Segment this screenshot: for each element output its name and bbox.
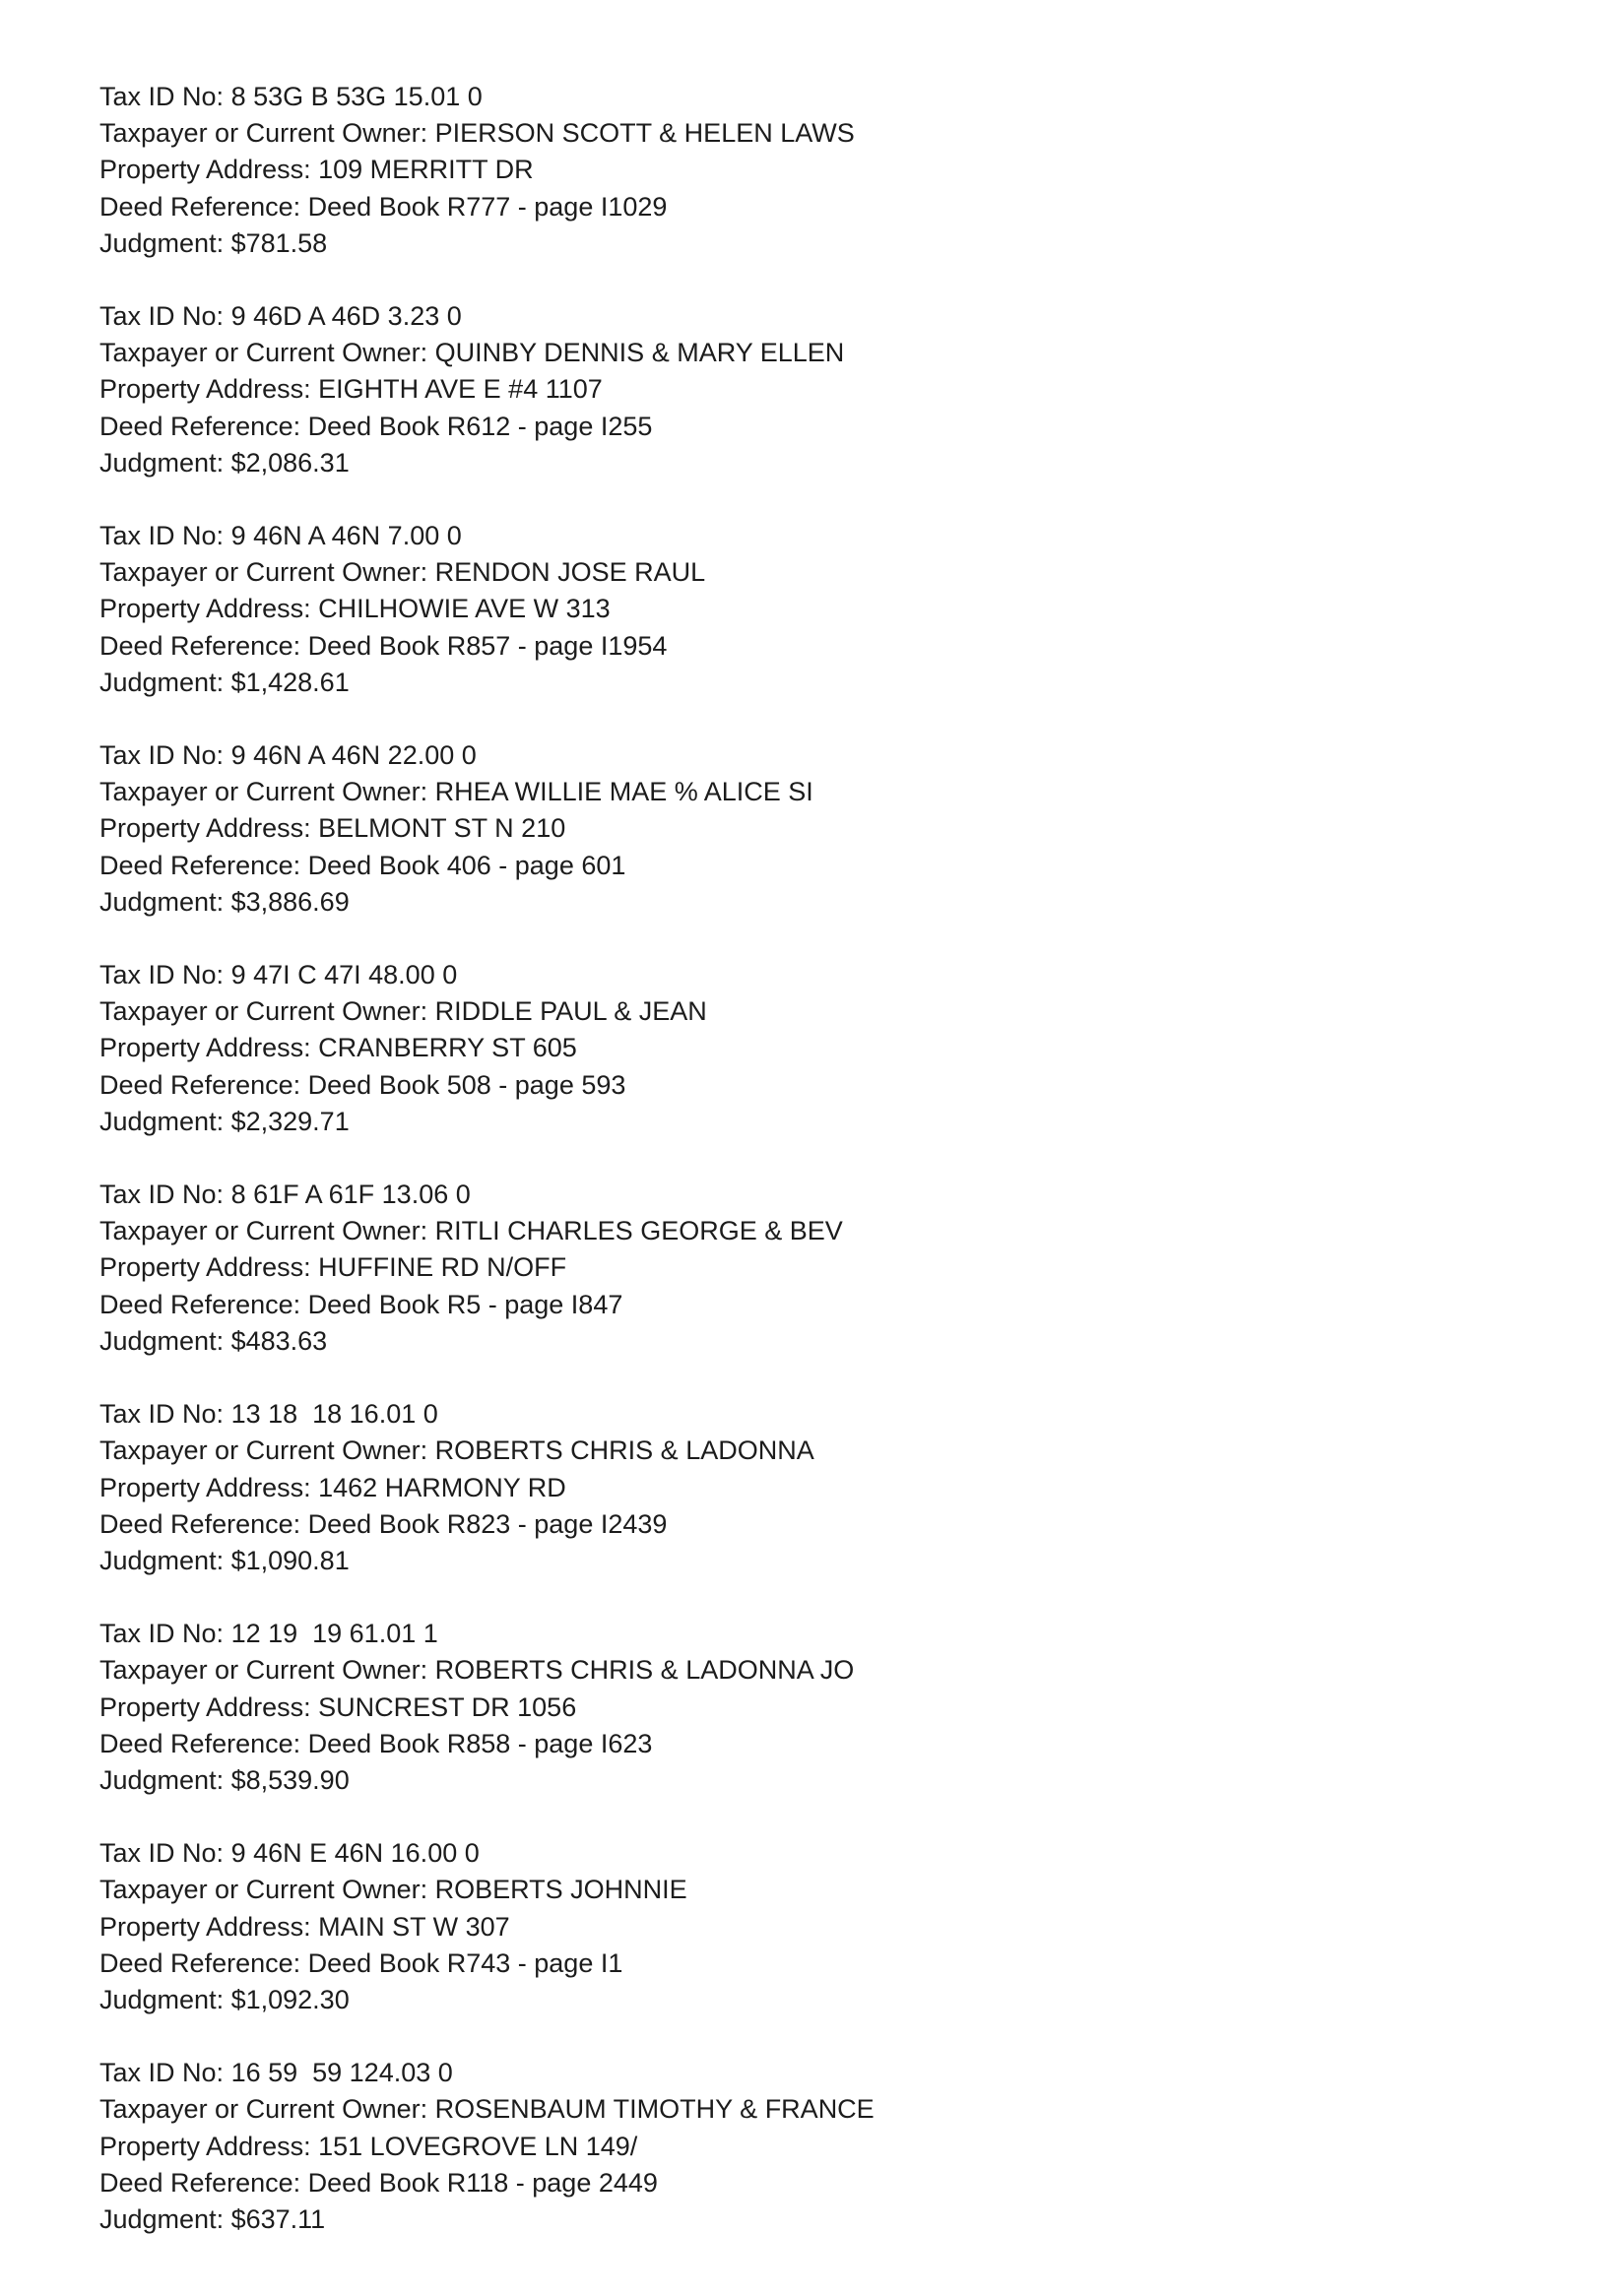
owner-value: RITLI CHARLES GEORGE & BEV	[434, 1216, 843, 1246]
deed-value: Deed Book R823 - page I2439	[307, 1508, 668, 1539]
judgment-value: $1,092.30	[230, 1984, 350, 2014]
deed-line	[99, 1506, 1478, 1543]
address-line	[99, 2129, 1478, 2165]
owner-value: RIDDLE PAUL & JEAN	[434, 996, 707, 1027]
judgment-line	[99, 1104, 1478, 1140]
deed-line	[99, 189, 1478, 225]
owner-label: Taxpayer or Current Owner:	[99, 2094, 428, 2125]
judgment-value: $637.11	[230, 2203, 326, 2234]
tax-id-label: Tax ID No:	[99, 960, 225, 990]
address-line	[99, 1249, 1478, 1286]
owner-label: Taxpayer or Current Owner:	[99, 1435, 428, 1466]
address-line	[99, 371, 1478, 408]
owner-label: Taxpayer or Current Owner:	[99, 996, 428, 1027]
judgment-label: Judgment:	[99, 1325, 225, 1356]
owner-label: Taxpayer or Current Owner:	[99, 1875, 428, 1905]
address-label: Property Address:	[99, 1252, 311, 1283]
judgment-value: $781.58	[230, 227, 328, 258]
judgment-value: $8,539.90	[230, 1764, 350, 1795]
tax-id-label: Tax ID No:	[99, 301, 225, 332]
tax-record	[99, 737, 1478, 921]
judgment-line	[99, 665, 1478, 701]
deed-label: Deed Reference:	[99, 1728, 301, 1758]
deed-value: Deed Book 406 - page 601	[307, 850, 626, 880]
tax-id-line	[99, 1396, 1478, 1433]
address-value: CRANBERRY ST 605	[318, 1033, 577, 1063]
judgment-line	[99, 884, 1478, 921]
owner-label: Taxpayer or Current Owner:	[99, 118, 428, 149]
address-value: SUNCREST DR 1056	[318, 1691, 577, 1722]
tax-record-list	[99, 79, 1478, 2274]
judgment-label: Judgment:	[99, 1106, 225, 1136]
judgment-label: Judgment:	[99, 1764, 225, 1795]
tax-id-line	[99, 79, 1478, 115]
deed-value: Deed Book R612 - page I255	[307, 411, 653, 441]
owner-value: RENDON JOSE RAUL	[434, 557, 706, 588]
address-value: BELMONT ST N 210	[318, 813, 566, 844]
tax-id-line	[99, 1616, 1478, 1652]
tax-id-label: Tax ID No:	[99, 1838, 225, 1869]
deed-label: Deed Reference:	[99, 1289, 301, 1319]
tax-id-value: 16 59 59 124.03 0	[230, 2058, 453, 2088]
tax-id-line	[99, 1177, 1478, 1213]
deed-value: Deed Book R777 - page I1029	[307, 191, 668, 222]
judgment-label: Judgment:	[99, 2203, 225, 2234]
deed-line	[99, 1287, 1478, 1323]
owner-line	[99, 1652, 1478, 1689]
deed-value: Deed Book R743 - page I1	[307, 1947, 623, 1978]
deed-label: Deed Reference:	[99, 191, 301, 222]
owner-line	[99, 1213, 1478, 1249]
tax-id-label: Tax ID No:	[99, 1399, 225, 1430]
tax-id-line	[99, 957, 1478, 993]
judgment-label: Judgment:	[99, 227, 225, 258]
judgment-line	[99, 2201, 1478, 2238]
tax-id-label: Tax ID No:	[99, 1180, 225, 1210]
deed-value: Deed Book R5 - page I847	[307, 1289, 623, 1319]
address-value: 109 MERRITT DR	[318, 155, 534, 185]
tax-record	[99, 2055, 1478, 2238]
tax-id-line	[99, 737, 1478, 774]
deed-value: Deed Book R858 - page I623	[307, 1728, 653, 1758]
tax-record	[99, 79, 1478, 262]
owner-label: Taxpayer or Current Owner:	[99, 338, 428, 368]
owner-value: QUINBY DENNIS & MARY ELLEN	[434, 338, 845, 368]
tax-record	[99, 1835, 1478, 2018]
deed-label: Deed Reference:	[99, 411, 301, 441]
address-value: HUFFINE RD N/OFF	[318, 1252, 567, 1283]
tax-id-value: 9 47I C 47I 48.00 0	[230, 960, 458, 990]
address-value: 1462 HARMONY RD	[318, 1472, 566, 1502]
deed-value: Deed Book 508 - page 593	[307, 1069, 626, 1100]
address-line	[99, 1030, 1478, 1066]
owner-line	[99, 115, 1478, 152]
owner-value: RHEA WILLIE MAE % ALICE SI	[434, 777, 813, 807]
address-label: Property Address:	[99, 594, 311, 624]
address-label: Property Address:	[99, 1911, 311, 1942]
judgment-label: Judgment:	[99, 667, 225, 697]
tax-record	[99, 1396, 1478, 1579]
deed-value: Deed Book R857 - page I1954	[307, 630, 668, 661]
tax-id-label: Tax ID No:	[99, 1619, 225, 1649]
deed-line	[99, 1067, 1478, 1104]
tax-id-line	[99, 518, 1478, 554]
tax-id-line	[99, 2055, 1478, 2091]
deed-label: Deed Reference:	[99, 1069, 301, 1100]
owner-label: Taxpayer or Current Owner:	[99, 1216, 428, 1246]
judgment-value: $483.63	[230, 1325, 328, 1356]
judgment-label: Judgment:	[99, 1984, 225, 2014]
owner-value: ROBERTS CHRIS & LADONNA	[434, 1435, 814, 1466]
address-line	[99, 152, 1478, 188]
address-label: Property Address:	[99, 813, 311, 844]
address-label: Property Address:	[99, 1033, 311, 1063]
address-value: CHILHOWIE AVE W 313	[318, 594, 611, 624]
deed-label: Deed Reference:	[99, 850, 301, 880]
deed-line	[99, 1726, 1478, 1762]
judgment-value: $2,086.31	[230, 447, 350, 478]
deed-label: Deed Reference:	[99, 2167, 301, 2198]
address-label: Property Address:	[99, 2131, 311, 2161]
address-line	[99, 1690, 1478, 1726]
address-label: Property Address:	[99, 374, 311, 405]
tax-id-value: 8 53G B 53G 15.01 0	[230, 82, 483, 111]
judgment-value: $3,886.69	[230, 886, 350, 917]
address-label: Property Address:	[99, 155, 311, 185]
owner-line	[99, 2091, 1478, 2128]
deed-label: Deed Reference:	[99, 1947, 301, 1978]
tax-id-value: 9 46N A 46N 22.00 0	[230, 740, 477, 771]
owner-line	[99, 1872, 1478, 1908]
tax-record	[99, 1616, 1478, 1799]
owner-value: PIERSON SCOTT & HELEN LAWS	[434, 118, 855, 149]
tax-id-value: 13 18 18 16.01 0	[230, 1399, 438, 1430]
judgment-value: $1,090.81	[230, 1545, 350, 1575]
judgment-value: $2,329.71	[230, 1106, 350, 1136]
owner-line	[99, 335, 1478, 371]
judgment-label: Judgment:	[99, 1545, 225, 1575]
tax-id-line	[99, 298, 1478, 335]
owner-value: ROBERTS JOHNNIE	[434, 1875, 687, 1905]
address-line	[99, 810, 1478, 847]
tax-id-label: Tax ID No:	[99, 521, 225, 551]
tax-record	[99, 957, 1478, 1140]
judgment-line	[99, 225, 1478, 262]
address-line	[99, 1909, 1478, 1945]
owner-label: Taxpayer or Current Owner:	[99, 777, 428, 807]
judgment-line	[99, 1762, 1478, 1799]
owner-value: ROSENBAUM TIMOTHY & FRANCE	[434, 2094, 875, 2125]
address-value: EIGHTH AVE E #4 1107	[318, 374, 603, 405]
owner-line	[99, 1433, 1478, 1469]
judgment-label: Judgment:	[99, 447, 225, 478]
deed-line	[99, 1945, 1478, 1982]
judgment-line	[99, 1982, 1478, 2018]
deed-label: Deed Reference:	[99, 630, 301, 661]
deed-label: Deed Reference:	[99, 1508, 301, 1539]
tax-id-value: 9 46N E 46N 16.00 0	[230, 1838, 480, 1869]
deed-line	[99, 409, 1478, 445]
deed-line	[99, 848, 1478, 884]
tax-id-value: 9 46N A 46N 7.00 0	[230, 521, 462, 551]
owner-line	[99, 554, 1478, 591]
judgment-label: Judgment:	[99, 886, 225, 917]
judgment-line	[99, 1543, 1478, 1579]
tax-id-value: 12 19 19 61.01 1	[230, 1619, 438, 1649]
owner-value: ROBERTS CHRIS & LADONNA JO	[434, 1655, 855, 1686]
tax-record	[99, 298, 1478, 481]
judgment-value: $1,428.61	[230, 667, 350, 697]
owner-label: Taxpayer or Current Owner:	[99, 557, 428, 588]
tax-id-label: Tax ID No:	[99, 2058, 225, 2088]
address-label: Property Address:	[99, 1472, 311, 1502]
deed-line	[99, 2165, 1478, 2201]
tax-record	[99, 1177, 1478, 1360]
address-line	[99, 1470, 1478, 1506]
address-label: Property Address:	[99, 1691, 311, 1722]
deed-line	[99, 628, 1478, 665]
deed-value: Deed Book R118 - page 2449	[307, 2167, 658, 2198]
address-line	[99, 591, 1478, 627]
owner-label: Taxpayer or Current Owner:	[99, 1655, 428, 1686]
address-value: MAIN ST W 307	[318, 1911, 510, 1942]
tax-id-value: 9 46D A 46D 3.23 0	[230, 301, 462, 332]
tax-id-line	[99, 1835, 1478, 1872]
tax-id-label: Tax ID No:	[99, 82, 225, 111]
address-value: 151 LOVEGROVE LN 149/	[318, 2131, 638, 2161]
owner-line	[99, 993, 1478, 1030]
tax-id-value: 8 61F A 61F 13.06 0	[230, 1180, 471, 1210]
tax-record	[99, 518, 1478, 701]
tax-id-label: Tax ID No:	[99, 740, 225, 771]
owner-line	[99, 774, 1478, 810]
judgment-line	[99, 445, 1478, 481]
judgment-line	[99, 1323, 1478, 1360]
